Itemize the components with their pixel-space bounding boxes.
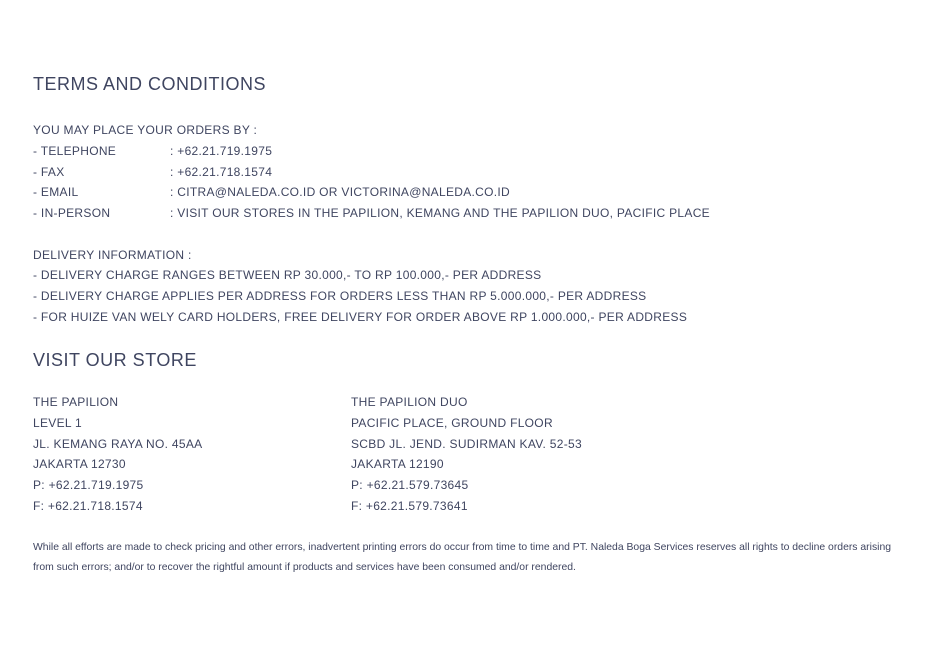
orders-intro: YOU MAY PLACE YOUR ORDERS BY : (33, 123, 258, 137)
delivery-item: - DELIVERY CHARGE APPLIES PER ADDRESS FOR ORDERS LESS THAN RP 5.000.000,- PER ADDRESS (33, 289, 647, 303)
terms-heading: TERMS AND CONDITIONS (33, 74, 267, 94)
delivery-item: - DELIVERY CHARGE RANGES BETWEEN RP 30.000,- TO RP 100.000,- PER ADDRESS (33, 268, 542, 282)
contact-value: : CITRA@NALEDA.CO.ID OR VICTORINA@NALEDA.CO.ID (170, 185, 510, 199)
store-address-line: PACIFIC PLACE, GROUND FLOOR (351, 415, 553, 430)
contact-value: : +62.21.718.1574 (170, 164, 273, 179)
contact-row-in-person (33, 206, 710, 220)
delivery-intro: DELIVERY INFORMATION : (33, 248, 192, 262)
contact-label: - TELEPHONE (33, 144, 117, 158)
store-heading: VISIT OUR STORE (33, 350, 197, 370)
store-location-papilion-duo (351, 395, 651, 520)
store-address-line: JL. KEMANG RAYA NO. 45AA (33, 436, 203, 451)
disclaimer-text: While all efforts are made to check pricing and other errors, inadvertent printing errors do occur from time to time and PT. Naleda Boga Services reserves all rights to decline orders arising from such errors; and/or to recover the rightful amount if products and services have been consumed and/or rendered. (33, 542, 892, 573)
contact-row-telephone (33, 144, 272, 158)
store-phone: P: +62.21.719.1975 (33, 478, 144, 493)
contact-row-email (33, 185, 510, 199)
store-fax: F: +62.21.718.1574 (33, 498, 143, 513)
contact-value: : VISIT OUR STORES IN THE PAPILION, KEMANG AND THE PAPILION DUO, PACIFIC PLACE (170, 206, 710, 220)
delivery-item: - FOR HUIZE VAN WELY CARD HOLDERS, FREE DELIVERY FOR ORDER ABOVE RP 1.000.000,- PER ADDRESS (33, 310, 688, 324)
contact-label: - EMAIL (33, 185, 79, 199)
store-city: JAKARTA 12730 (33, 457, 126, 472)
contact-value: : +62.21.719.1975 (170, 144, 273, 158)
store-fax: F: +62.21.579.73641 (351, 498, 468, 513)
contact-row-fax (33, 165, 272, 179)
store-location-papilion (33, 395, 333, 520)
contact-label: - FAX (33, 164, 65, 179)
store-name: THE PAPILION DUO (351, 395, 468, 409)
contact-label: - IN-PERSON (33, 206, 111, 220)
store-address-line: SCBD JL. JEND. SUDIRMAN KAV. 52-53 (351, 436, 582, 451)
store-address-line: LEVEL 1 (33, 415, 83, 430)
store-phone: P: +62.21.579.73645 (351, 478, 469, 493)
store-city: JAKARTA 12190 (351, 457, 444, 472)
store-name: THE PAPILION (33, 395, 119, 409)
